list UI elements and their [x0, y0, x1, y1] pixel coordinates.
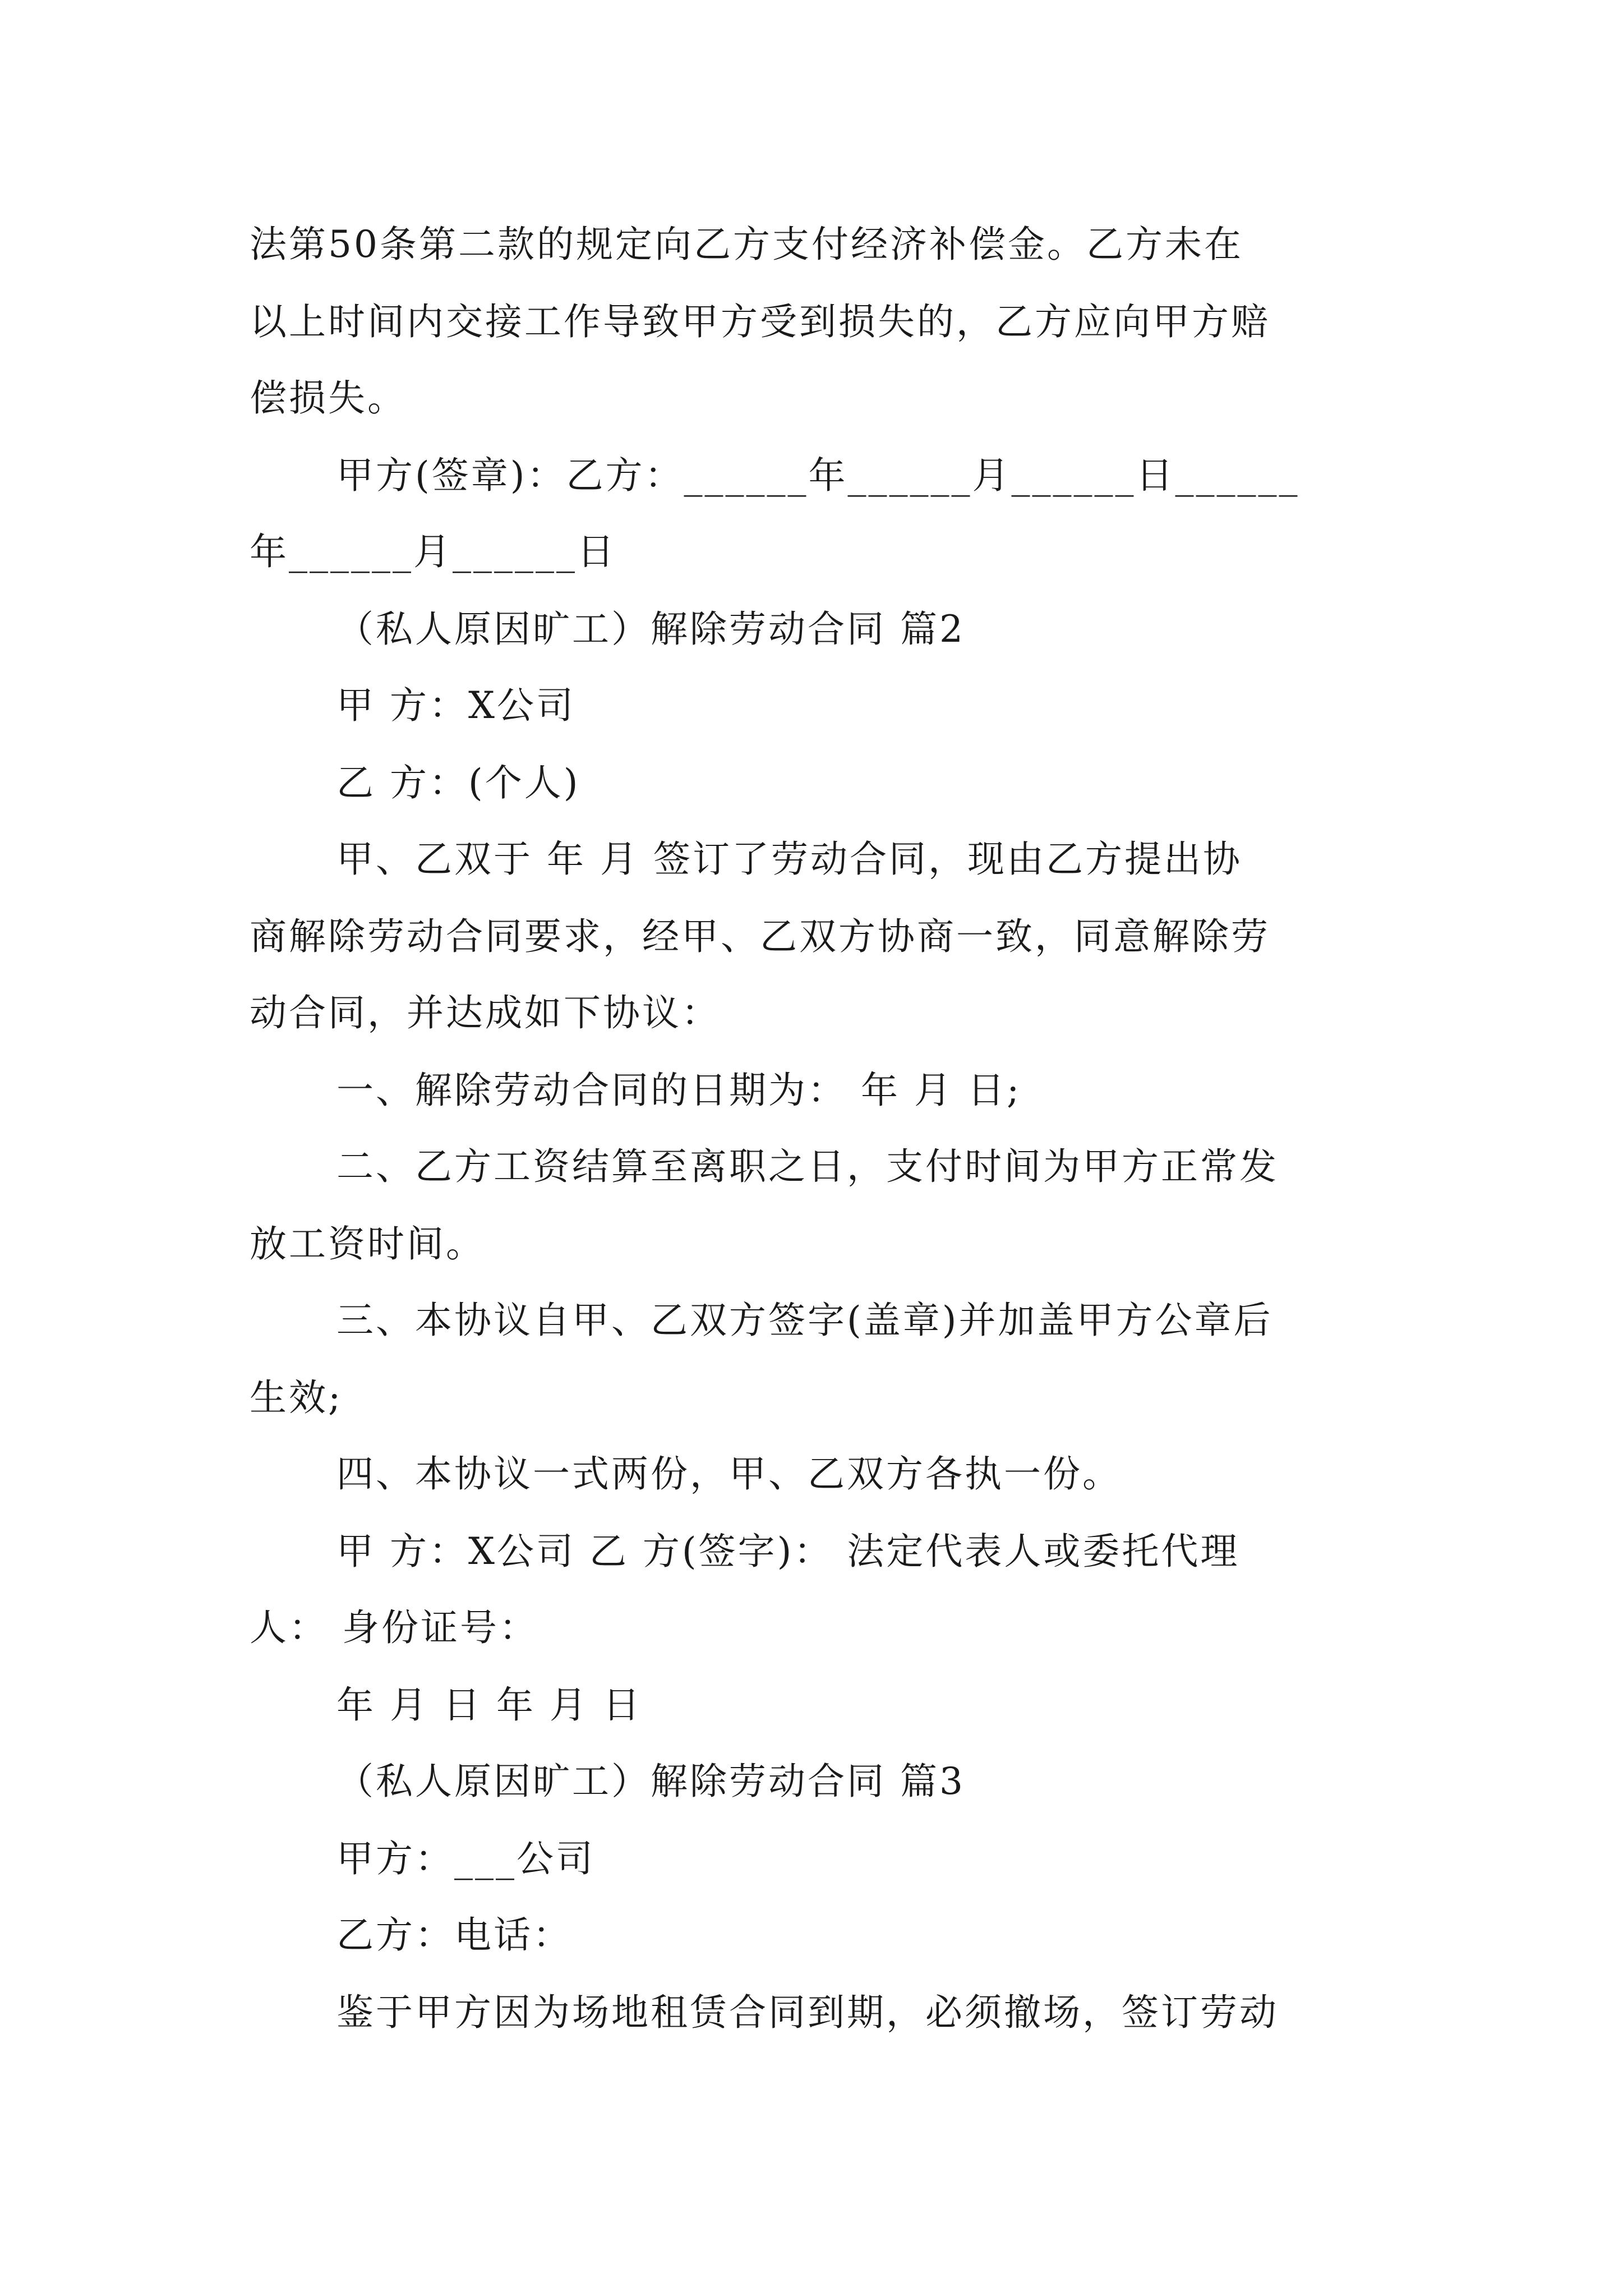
signature-line: 甲方(签章)：乙方：______年______月______日______	[336, 454, 1300, 497]
party-a-line: 甲 方：X公司	[336, 684, 575, 727]
date-line: 年 月 日 年 月 日	[336, 1683, 642, 1727]
signature-line: 人： 身份证号：	[250, 1606, 538, 1649]
party-b-line: 乙 方：(个人)	[336, 761, 580, 804]
paragraph-line: 甲、乙双于 年 月 签订了劳动合同，现由乙方提出协	[336, 838, 1242, 881]
section-heading: （私人原因旷工）解除劳动合同 篇2	[336, 608, 965, 651]
clause-line: 四、本协议一式两份，甲、乙双方各执一份。	[336, 1452, 1122, 1496]
section-heading: （私人原因旷工）解除劳动合同 篇3	[336, 1760, 965, 1803]
clause-line: 放工资时间。	[250, 1222, 485, 1266]
clause-line: 生效;	[250, 1376, 343, 1419]
clause-line: 三、本协议自甲、乙双方签字(盖章)并加盖甲方公章后	[336, 1299, 1273, 1342]
paragraph-line: 鉴于甲方因为场地租赁合同到期，必须撤场，签订劳动	[336, 1991, 1279, 2034]
signature-line: 年______月______日	[250, 530, 616, 573]
paragraph-line: 法第50条第二款的规定向乙方支付经济补偿金。乙方未在	[250, 223, 1243, 266]
paragraph-line: 以上时间内交接工作导致甲方受到损失的，乙方应向甲方赔	[250, 300, 1270, 343]
signature-line: 甲 方：X公司 乙 方(签字)： 法定代表人或委托代理	[336, 1530, 1240, 1573]
clause-line: 二、乙方工资结算至离职之日，支付时间为甲方正常发	[336, 1145, 1279, 1188]
paragraph-line: 动合同，并达成如下协议：	[250, 991, 721, 1034]
paragraph-line: 商解除劳动合同要求，经甲、乙双方协商一致，同意解除劳	[250, 915, 1270, 958]
clause-line: 一、解除劳动合同的日期为： 年 月 日;	[336, 1069, 1022, 1112]
paragraph-line: 偿损失。	[250, 376, 407, 420]
party-b-line: 乙方：电话：	[336, 1913, 572, 1957]
party-a-line: 甲方：___公司	[336, 1837, 595, 1880]
